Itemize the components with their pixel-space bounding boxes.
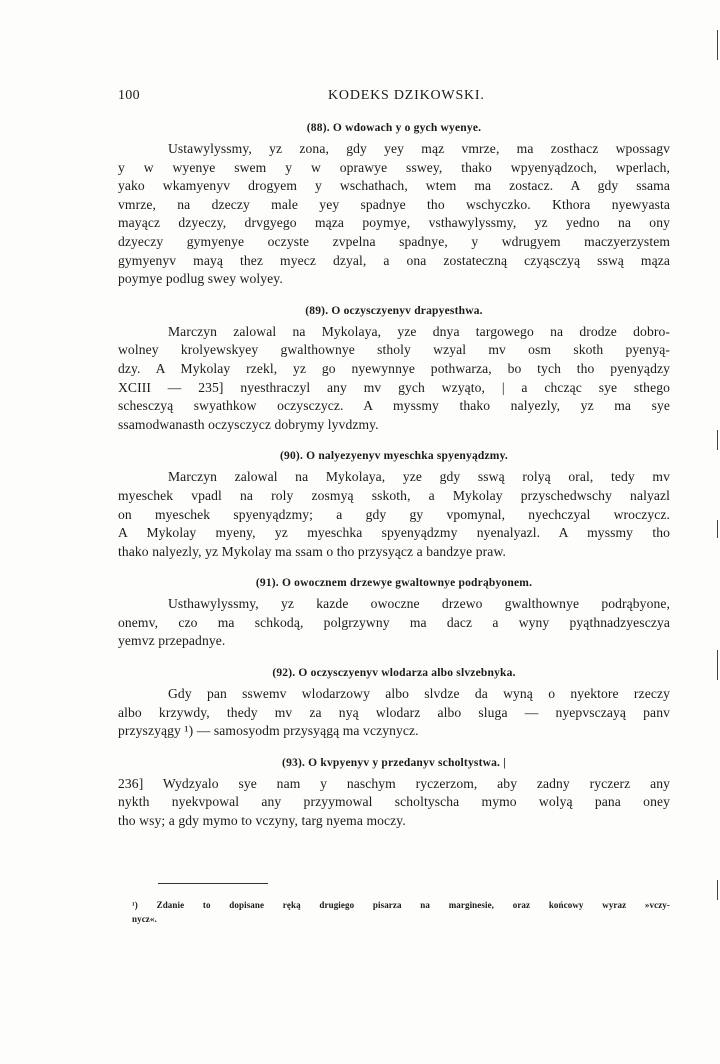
text-line: schesczyą swyathkow oczysczycz. A myssmy thako nalyezly, yz ma sye <box>118 398 670 414</box>
text-line: Marczyn zalowal na Mykolaya, yze gdy sswą rolyą oral, tedy mv <box>168 469 670 485</box>
text-line: przyszyągy ¹) — samosyodm przysyągą ma vczynycz. <box>118 723 419 739</box>
footnote-line: ¹) Zdanie to dopisane ręką drugiego pisarza na marginesie, oraz końcowy wyraz »vczy- <box>132 900 670 910</box>
text-line: myeschek vpadl na roly zosmyą sskoth, a Mykolay przyschedwschy nalyazl <box>118 487 670 503</box>
section-90 <box>118 450 670 561</box>
section-title: (92). O oczysczyenyv wlodarza albo slvzebnyka. <box>272 667 516 680</box>
text-line: A Mykolay myeny, yz myeschka spyenyądzmy nyenalyazl. A myssmy tho <box>118 525 670 541</box>
scan-edge-mark <box>717 650 718 680</box>
section-92 <box>118 667 670 741</box>
text-line: poymye podlug swey wolyey. <box>118 271 283 287</box>
footnote-divider <box>158 883 268 884</box>
text-line: albo krzywdy, thedy mv za nyą wlodarz albo sluga — nyepvsczayą panv <box>118 704 670 720</box>
scan-edge-mark <box>717 430 718 450</box>
page-number: 100 <box>118 88 140 103</box>
text-line: tho wsy; a gdy mymo to vczyny, targ nyema moczy. <box>118 813 406 829</box>
text-line: dzy. A Mykolay rzekl, yz go nyewynnye pothwarza, bo tych tho pyenyądzy <box>118 360 670 376</box>
text-line: yako wkamyenyv drogyem y wschathach, wtem ma zostacz. A gdy ssama <box>118 178 670 194</box>
text-line: Gdy pan sswemv wlodarzowy albo slvdze da wyną o nyektore rzeczy <box>168 686 670 702</box>
section-91 <box>118 577 670 651</box>
footnote <box>132 898 670 926</box>
section-88 <box>118 122 670 289</box>
footnote-line: nycz«. <box>132 914 157 924</box>
text-line: nykth nyekvpowal any przyymowal scholtyscha mymo wolyą pana oney <box>118 794 670 810</box>
section-title: (90). O nalyezyenyv myeschka spyenyądzmy. <box>280 450 508 463</box>
section-title: (91). O owocznem drzewye gwaltownye podrąbyonem. <box>255 577 533 590</box>
section-89 <box>118 305 670 435</box>
text-line: thako nalyezly, yz Mykolay ma ssam o tho przysyącz a bandzye praw. <box>118 543 506 559</box>
page-body <box>118 122 670 847</box>
text-line: Usthawylyssmy, yz kazde owoczne drzewo gwalthownye podrąbyone, <box>168 596 670 612</box>
text-line: ssamodwanasth oczysczycz dobrymy lyvdzmy. <box>118 416 379 432</box>
text-line: Ustawylyssmy, yz zona, gdy yey mąz vmrze, ma zosthacz wpossagv <box>168 141 670 156</box>
section-title: (89). O oczysczyenyv drapyesthwa. <box>305 304 483 317</box>
text-line: on myeschek spyenyądzmy; a gdy gy vpomynal, nyechczyal wroczycz. <box>118 506 670 522</box>
section-title: (93). O kvpyenyv y przedanyv scholtystwa. | <box>282 756 506 769</box>
section-93 <box>118 757 670 831</box>
text-line: wolney krolyewskyey gwalthownye stholy wzyal mv osm skoth pyenyą- <box>118 342 670 358</box>
section-title: (88). O wdowach y o gych wyenye. <box>306 122 482 134</box>
running-title: KODEKS DZIKOWSKI. <box>328 88 485 103</box>
text-line: XCIII — 235] nyesthraczyl any mv gych wzyąto, | a chcząc sye sthego <box>118 379 670 395</box>
scan-edge-mark <box>717 520 718 538</box>
text-line: vmrze, na dzeczy male yey spadnye tho wschyczko. Kthora nyewyasta <box>118 196 670 212</box>
text-line: onemv, czo ma schkodą, polgrzywny ma dacz a wyny pyąthnadzyesczya <box>118 614 670 630</box>
text-line: gymyenyv mayą thez myecz dzyal, a ona zostateczną czyąsczyą sswą mąza <box>118 252 670 268</box>
text-line: yemvz przepadnye. <box>118 633 226 649</box>
text-line: mayącz dzyeczy, drvgyego mąza poymye, vsthawylyssmy, yz yedno na ony <box>118 215 670 231</box>
scan-edge-mark <box>717 880 718 900</box>
text-line: 236] Wydzyalo sye nam y naschym ryczerzom, aby zadny ryczerz any <box>118 775 670 791</box>
text-line: Marczyn zalowal na Mykolaya, yze dnya targowego na drodze dobro- <box>168 323 670 339</box>
text-line: dzyeczy gymyenye oczyste zvpelna spadnye, y wdrugyem maczyerzystem <box>118 233 670 249</box>
text-line: y w wyenye swem y w oprawye sswey, thako wpyenyądzoch, wperlach, <box>118 159 670 175</box>
scan-edge-mark <box>717 30 718 60</box>
